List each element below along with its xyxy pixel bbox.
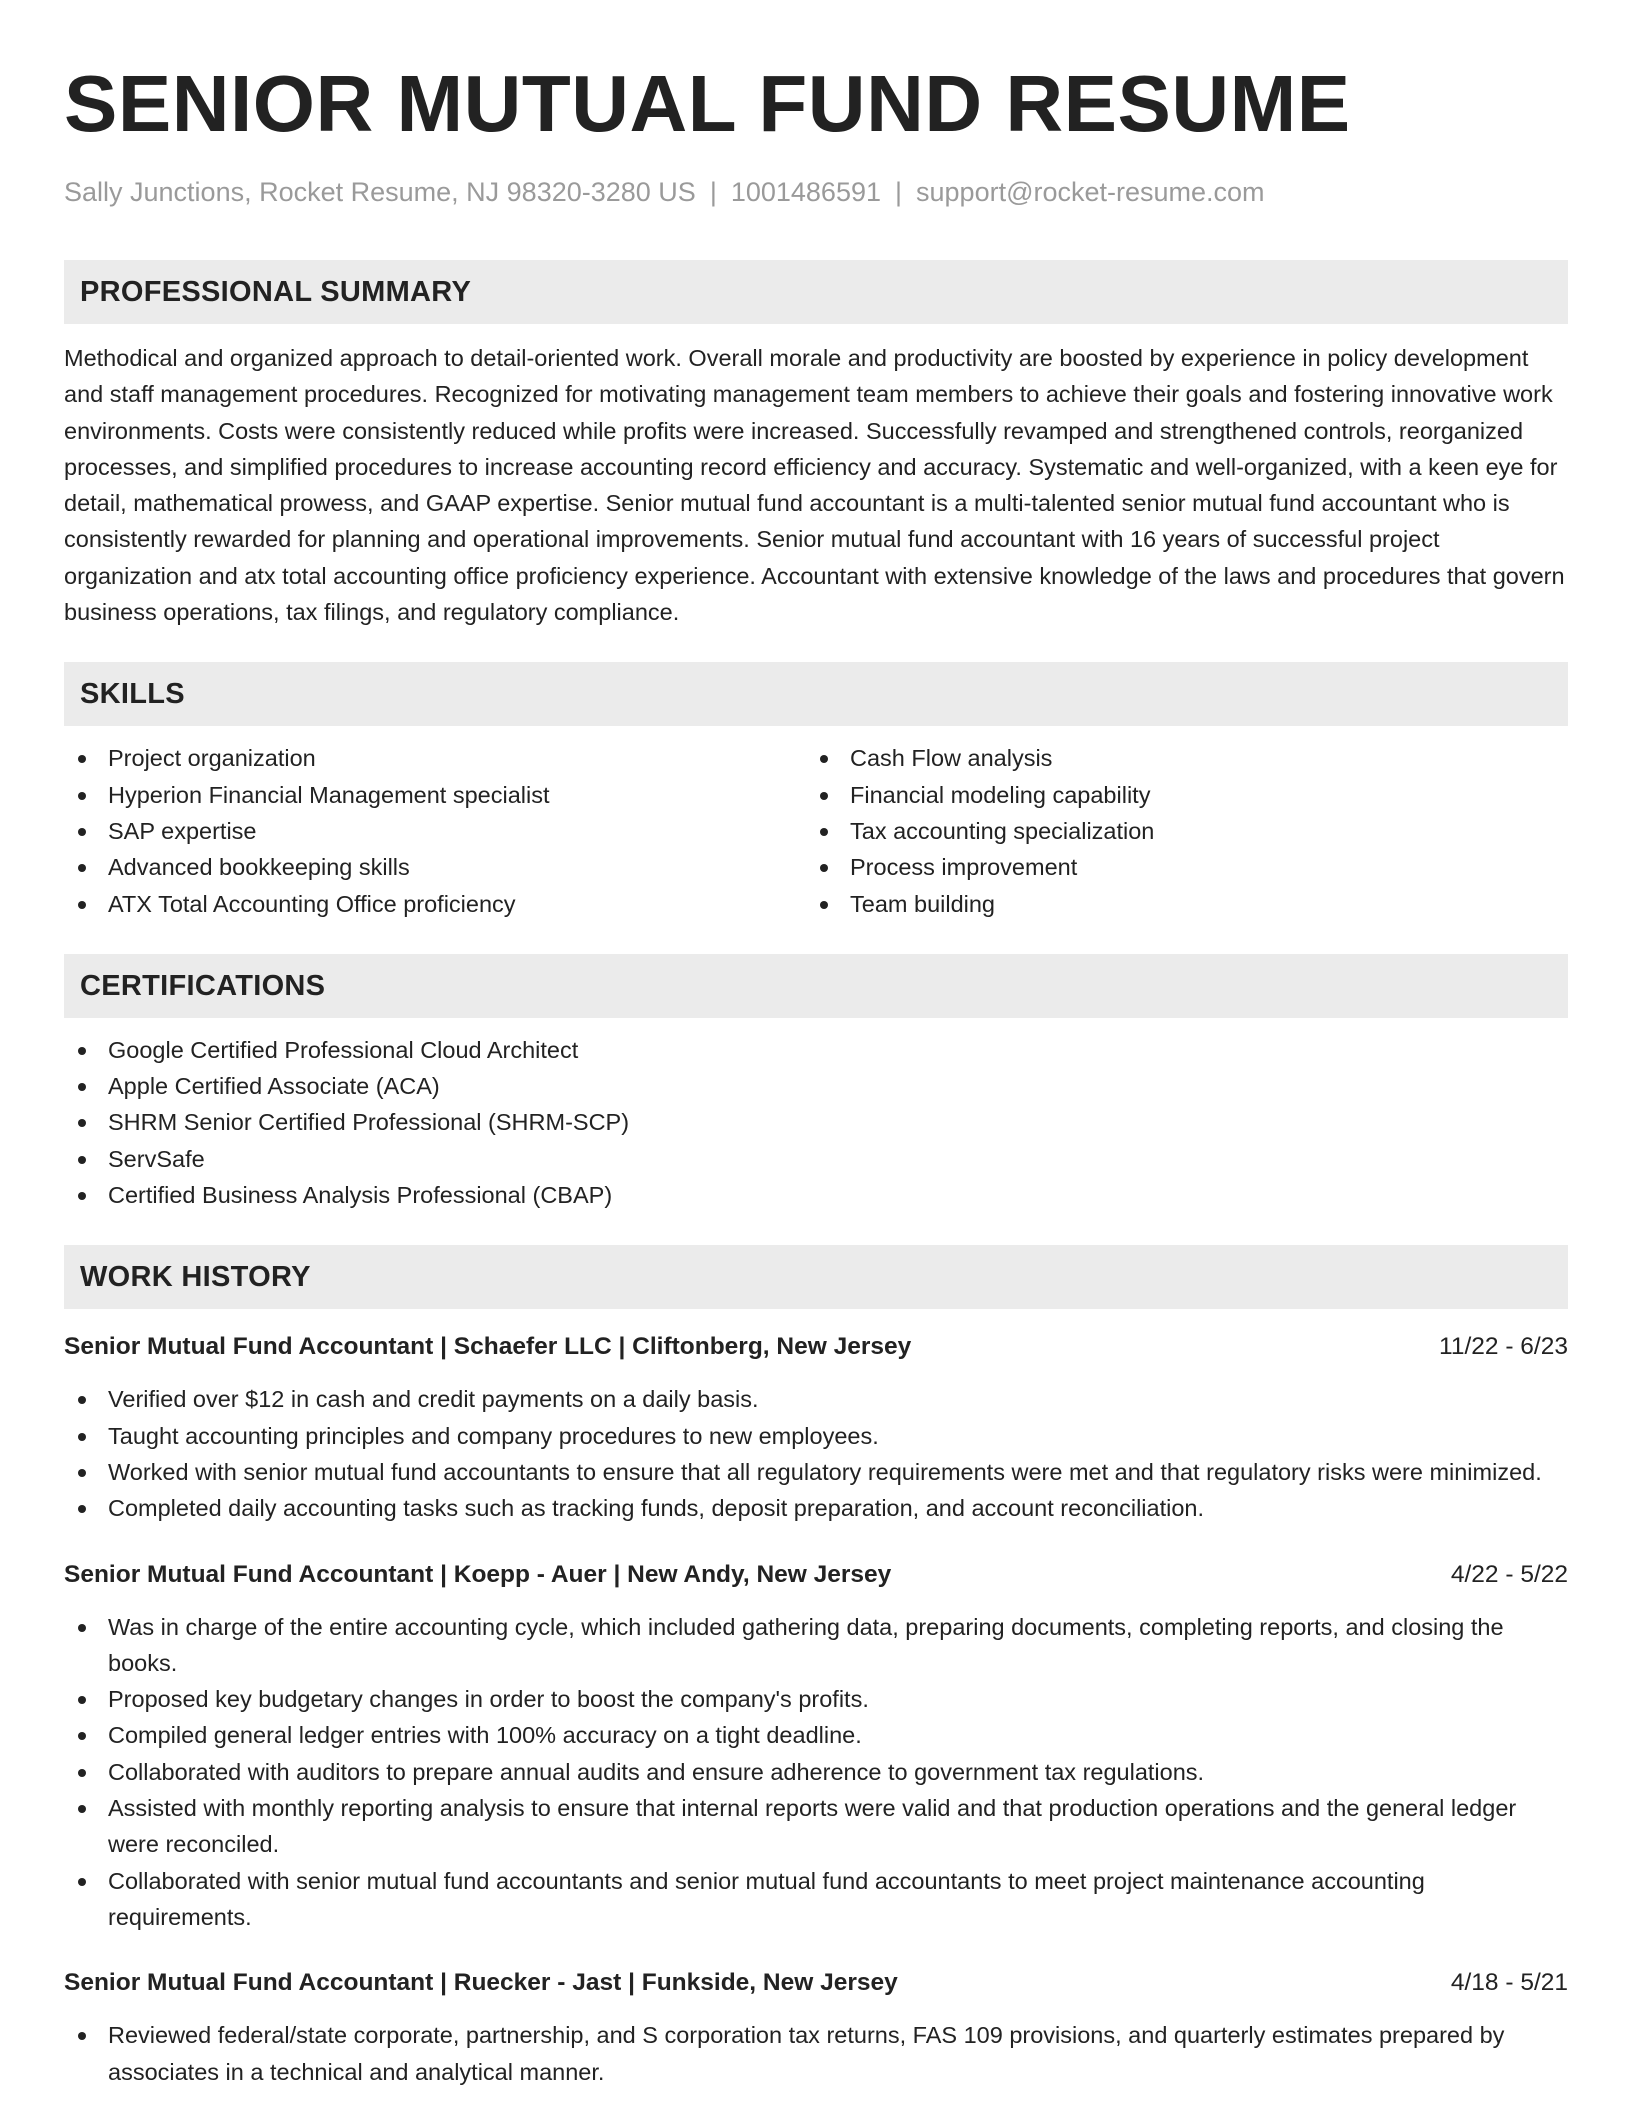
bullet-icon bbox=[78, 1878, 86, 1886]
bullet-icon bbox=[78, 792, 86, 800]
certifications-heading: CERTIFICATIONS bbox=[64, 954, 1568, 1018]
job-bullet-text: Verified over $12 in cash and credit payments on a daily basis. bbox=[108, 1386, 759, 1413]
job-entry bbox=[64, 1329, 1568, 1526]
job-title: Senior Mutual Fund Accountant | Ruecker - Jast | Funkside, New Jersey bbox=[64, 1969, 898, 1997]
job-bullet bbox=[64, 1863, 1568, 1936]
job-bullet bbox=[64, 1381, 1568, 1417]
skill-label: Process improvement bbox=[850, 854, 1078, 881]
job-title: Senior Mutual Fund Accountant | Schaefer LLC | Cliftonberg, New Jersey bbox=[64, 1333, 912, 1361]
job-dates: 11/22 - 6/23 bbox=[1439, 1333, 1568, 1361]
contact-phone: 1001486591 bbox=[730, 177, 881, 207]
job-bullet-text: Reviewed federal/state corporate, partnership, and S corporation tax returns, FAS 109 provisions, and quarterly estimates prepared by associates in a technical and analytical manner. bbox=[108, 2022, 1505, 2085]
job-header bbox=[64, 1329, 1568, 1365]
bullet-icon bbox=[78, 901, 86, 909]
job-bullet bbox=[64, 1754, 1568, 1790]
bullet-icon bbox=[78, 1156, 86, 1164]
job-entry bbox=[64, 1965, 1568, 2090]
job-entry bbox=[64, 1557, 1568, 1936]
bullet-icon bbox=[78, 1505, 86, 1513]
summary-text: Methodical and organized approach to detail-oriented work. Overall morale and productivity are boosted by experience in policy development and staff management procedures. Recognized for motivating management team members to achieve their goals and fostering innovative work environments. Costs were consistently reduced while profits were increased. Successfully revamped and strengthened controls, reorganized processes, and simplified procedures to increase accounting record efficiency and accuracy. Systematic and well-organized, with a keen eye for detail, mathematical prowess, and GAAP expertise. Senior mutual fund accountant is a multi-talented senior mutual fund accountant who is consistently rewarded for planning and operational improvements. Senior mutual fund accountant with 16 years of successful project organization and atx total accounting office proficiency experience. Accountant with extensive knowledge of the laws and procedures that govern business operations, tax filings, and regulatory compliance. bbox=[64, 345, 1565, 626]
bullet-icon bbox=[820, 792, 828, 800]
bullet-icon bbox=[78, 1769, 86, 1777]
certification-item bbox=[64, 1177, 1568, 1213]
job-header bbox=[64, 1557, 1568, 1593]
bullet-icon bbox=[78, 1192, 86, 1200]
certifications-list bbox=[64, 1032, 1568, 1213]
bullet-icon bbox=[78, 1732, 86, 1740]
skill-label: ATX Total Accounting Office proficiency bbox=[108, 890, 516, 917]
job-bullet-text: Taught accounting principles and company procedures to new employees. bbox=[108, 1422, 879, 1449]
bullet-icon bbox=[78, 1433, 86, 1441]
certification-item bbox=[64, 1141, 1568, 1177]
job-dates: 4/22 - 5/22 bbox=[1450, 1560, 1568, 1588]
certification-label: ServSafe bbox=[108, 1145, 205, 1172]
job-bullets bbox=[64, 1609, 1568, 1936]
contact-separator: | bbox=[895, 177, 903, 207]
bullet-icon bbox=[820, 901, 828, 909]
bullet-icon bbox=[820, 864, 828, 872]
certification-item bbox=[64, 1032, 1568, 1068]
job-bullet-text: Proposed key budgetary changes in order to boost the company's profits. bbox=[108, 1686, 869, 1713]
job-bullet bbox=[64, 2017, 1568, 2090]
job-bullet bbox=[64, 1609, 1568, 1682]
skill-label: SAP expertise bbox=[108, 817, 257, 844]
contact-line bbox=[64, 174, 1568, 210]
skills-list-right bbox=[806, 740, 1548, 921]
job-bullet bbox=[64, 1717, 1568, 1753]
job-bullet-text: Worked with senior mutual fund accountants to ensure that all regulatory requirements were met and that regulatory risks were minimized. bbox=[108, 1458, 1542, 1485]
bullet-icon bbox=[78, 1624, 86, 1632]
certification-item bbox=[64, 1104, 1568, 1140]
certification-label: Apple Certified Associate (ACA) bbox=[108, 1073, 440, 1100]
contact-address: Sally Junctions, Rocket Resume, NJ 98320-3280 US bbox=[64, 177, 696, 207]
certification-label: Google Certified Professional Cloud Architect bbox=[108, 1036, 579, 1063]
job-bullet-text: Assisted with monthly reporting analysis to ensure that internal reports were valid and that production operations and the general ledger were reconciled. bbox=[108, 1795, 1517, 1858]
skill-label: Project organization bbox=[108, 745, 316, 772]
job-bullets bbox=[64, 1381, 1568, 1526]
resume-page bbox=[64, 0, 1568, 2090]
job-bullet-text: Completed daily accounting tasks such as tracking funds, deposit preparation, and account reconciliation. bbox=[108, 1495, 1204, 1522]
job-bullet-text: Collaborated with senior mutual fund accountants and senior mutual fund accountants to meet project maintenance accounting requirements. bbox=[108, 1867, 1425, 1930]
job-header bbox=[64, 1965, 1568, 2001]
bullet-icon bbox=[78, 2032, 86, 2040]
skill-item bbox=[64, 777, 806, 813]
job-bullet-text: Was in charge of the entire accounting cycle, which included gathering data, preparing documents, completing reports, and closing the books. bbox=[108, 1613, 1504, 1676]
work-history-heading: WORK HISTORY bbox=[64, 1245, 1568, 1309]
bullet-icon bbox=[78, 1805, 86, 1813]
bullet-icon bbox=[78, 1047, 86, 1055]
certification-label: Certified Business Analysis Professional (CBAP) bbox=[108, 1182, 613, 1209]
bullet-icon bbox=[78, 828, 86, 836]
skill-label: Hyperion Financial Management specialist bbox=[108, 781, 550, 808]
job-title: Senior Mutual Fund Accountant | Koepp - Auer | New Andy, New Jersey bbox=[64, 1560, 892, 1588]
skill-label: Advanced bookkeeping skills bbox=[108, 854, 410, 881]
job-bullet bbox=[64, 1681, 1568, 1717]
skill-label: Cash Flow analysis bbox=[850, 745, 1053, 772]
skill-item bbox=[806, 886, 1548, 922]
skill-label: Tax accounting specialization bbox=[850, 817, 1155, 844]
skill-item bbox=[806, 740, 1548, 776]
certification-item bbox=[64, 1068, 1568, 1104]
job-bullet-text: Compiled general ledger entries with 100% accuracy on a tight deadline. bbox=[108, 1722, 862, 1749]
skill-item bbox=[64, 849, 806, 885]
bullet-icon bbox=[78, 755, 86, 763]
contact-email[interactable]: support@rocket-resume.com bbox=[916, 177, 1265, 207]
bullet-icon bbox=[820, 755, 828, 763]
bullet-icon bbox=[820, 828, 828, 836]
skills-heading: SKILLS bbox=[64, 662, 1568, 726]
bullet-icon bbox=[78, 1469, 86, 1477]
summary-heading: PROFESSIONAL SUMMARY bbox=[64, 260, 1568, 324]
skill-item bbox=[806, 849, 1548, 885]
contact-separator: | bbox=[709, 177, 717, 207]
bullet-icon bbox=[78, 1696, 86, 1704]
skill-item bbox=[806, 813, 1548, 849]
job-dates: 4/18 - 5/21 bbox=[1450, 1969, 1568, 1997]
certification-label: SHRM Senior Certified Professional (SHRM-SCP) bbox=[108, 1109, 630, 1136]
skill-item bbox=[64, 740, 806, 776]
skill-item bbox=[64, 813, 806, 849]
skills-columns bbox=[64, 740, 1568, 921]
bullet-icon bbox=[78, 1083, 86, 1091]
skill-label: Financial modeling capability bbox=[850, 781, 1151, 808]
skill-item bbox=[64, 886, 806, 922]
job-bullet bbox=[64, 1418, 1568, 1454]
job-bullet bbox=[64, 1490, 1568, 1526]
resume-title: SENIOR MUTUAL FUND RESUME bbox=[64, 59, 1351, 148]
skill-item bbox=[806, 777, 1548, 813]
job-bullet-text: Collaborated with auditors to prepare annual audits and ensure adherence to government tax regulations. bbox=[108, 1758, 1205, 1785]
job-bullet bbox=[64, 1790, 1568, 1863]
skills-list-left bbox=[64, 740, 806, 921]
job-bullet bbox=[64, 1454, 1568, 1490]
bullet-icon bbox=[78, 864, 86, 872]
skill-label: Team building bbox=[850, 890, 996, 917]
job-bullets bbox=[64, 2017, 1568, 2090]
bullet-icon bbox=[78, 1396, 86, 1404]
bullet-icon bbox=[78, 1119, 86, 1127]
